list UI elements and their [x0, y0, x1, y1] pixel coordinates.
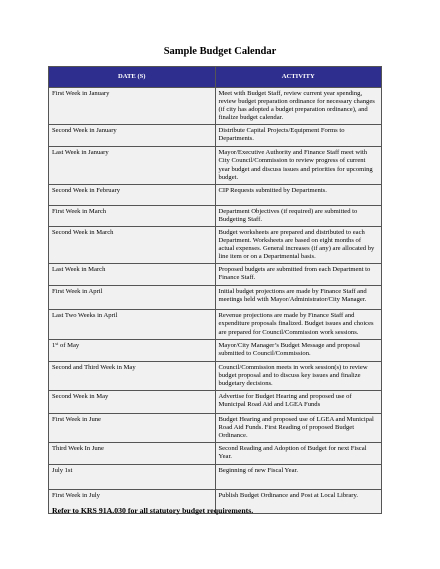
activity-cell: Proposed budgets are submitted from each Department to Finance Staff.: [215, 264, 382, 286]
table-row: [49, 339, 382, 361]
table-row: [49, 413, 382, 442]
activity-cell: Revenue projections are made by Finance Staff and expenditure proposals finalized. Budget issues and choices are prepared for Council/Commission work sessions.: [215, 310, 382, 339]
date-cell: Last Week in January: [49, 147, 216, 184]
activity-cell: Budget Hearing and proposed use of LGEA and Municipal Road Aid Funds. First Reading of proposed Budget Ordinance.: [215, 413, 382, 442]
activity-cell: Second Reading and Adoption of Budget for next Fiscal Year.: [215, 443, 382, 465]
date-cell: Second Week in March: [49, 226, 216, 263]
table-row: [49, 465, 382, 490]
date-cell: Last Week in March: [49, 264, 216, 286]
column-header-activity: ACTIVITY: [215, 67, 382, 88]
table-row: [49, 184, 382, 205]
activity-cell: Initial budget projections are made by Finance Staff and meetings held with Mayor/Administrator/City Manager.: [215, 286, 382, 310]
date-cell: Second Week in May: [49, 390, 216, 413]
date-cell: First Week in March: [49, 205, 216, 226]
activity-cell: Mayor/City Manager’s Budget Message and proposal submitted to Council/Commission.: [215, 339, 382, 361]
date-cell: Second Week in February: [49, 184, 216, 205]
date-cell: Second and Third Week in May: [49, 361, 216, 390]
date-cell: First Week in April: [49, 286, 216, 310]
column-header-date: DATE (S): [49, 67, 216, 88]
activity-cell: Department Objectives (if required) are submitted to Budgeting Staff.: [215, 205, 382, 226]
table-row: [49, 88, 382, 125]
date-cell: First Week in July: [49, 490, 216, 514]
activity-cell: Budget worksheets are prepared and distributed to each Department. Worksheets are based on eight months of actual expenses. General increases (if any) are allocated by line item or on a Departmental basis.: [215, 226, 382, 263]
table-row: [49, 310, 382, 339]
table-row: [49, 390, 382, 413]
budget-calendar-table: [48, 66, 382, 514]
date-ordinal-suffix: st: [55, 340, 59, 346]
date-rest: of May: [58, 341, 80, 349]
date-cell: First Week in January: [49, 88, 216, 125]
table-row: [49, 147, 382, 184]
table-row: [49, 205, 382, 226]
date-cell: Third Week In June: [49, 443, 216, 465]
table-row: [49, 125, 382, 147]
table-row: [49, 264, 382, 286]
activity-cell: Meet with Budget Staff, review current year spending, review budget preparation ordinance for necessary changes (if city has adopted a budget preparation ordinance), and finalize budget calendar.: [215, 88, 382, 125]
activity-cell: CIP Requests submitted by Departments.: [215, 184, 382, 205]
activity-cell: Distribute Capital Projects/Equipment Forms to Departments.: [215, 125, 382, 147]
date-cell: July 1st: [49, 465, 216, 490]
date-cell: Second Week in January: [49, 125, 216, 147]
date-cell: Last Two Weeks in April: [49, 310, 216, 339]
date-number: 1: [52, 341, 56, 349]
activity-cell: Publish Budget Ordinance and Post at Local Library.: [215, 490, 382, 514]
activity-cell: Beginning of new Fiscal Year.: [215, 465, 382, 490]
activity-cell: Council/Commission meets in work session(s) to review budget proposal and to discuss key issues and finalize budgetary decisions.: [215, 361, 382, 390]
date-cell: [49, 339, 216, 361]
activity-cell: Advertise for Budget Hearing and proposed use of Municipal Road Aid and LGEA Funds: [215, 390, 382, 413]
page-title: Sample Budget Calendar: [163, 46, 277, 57]
statutory-reference-note: Refer to KRS 91A.030 for all statutory budget requirements.: [52, 506, 254, 515]
activity-cell: Mayor/Executive Authority and Finance Staff meet with City Council/Commission to review progress of current year budget and discuss issues and priorities for upcoming budget.: [215, 147, 382, 184]
table-row: [49, 286, 382, 310]
date-cell: First Week in June: [49, 413, 216, 442]
table-row: [49, 226, 382, 263]
table-header-row: [49, 67, 382, 88]
table-row: [49, 361, 382, 390]
table-row: [49, 443, 382, 465]
